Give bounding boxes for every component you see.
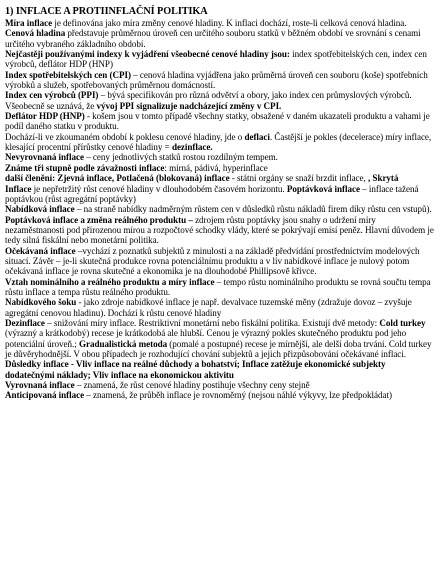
text-run: – na straně nabídky nadměrným růstem cen v důsledků růstu nákladů firem díky růstu cen vstupů). — [74, 204, 432, 215]
bold-term: Inflace — [5, 183, 32, 194]
bold-term: Vyrovnaná inflace — [5, 380, 75, 391]
bold-term: deflaci — [244, 131, 270, 142]
bold-term: Anticipovaná inflace — [5, 390, 85, 401]
paragraph-18 — [5, 380, 437, 390]
bold-term: vývoj PPI signalizuje nadcházející změny v CPI. — [96, 100, 282, 111]
text-run: – znamená, že růst cenové hladiny postihuje všechny ceny stejně — [74, 380, 310, 391]
text-run: – bývá specifikován pro různá odvětví a obory, jako index cen průmyslových výrobců. Všeobecně se uznává, že — [5, 90, 412, 111]
paragraph-5 — [5, 111, 437, 132]
bold-term: Míra inflace — [5, 18, 53, 28]
text-run: . Častější je pokles (decelerace) míry inflace, klesající procentní přírůstky cenové hladiny = — [5, 131, 432, 153]
paragraph-19 — [5, 390, 437, 400]
document-title: 1) INFLACE A PROTIINFLAČNÍ POLITIKA — [5, 6, 208, 17]
paragraph-7 — [5, 152, 437, 162]
text-run: (pomalé a postupné) recese je mírnější, ale delší doba trvání. Cold turkey je důvěryhodnější. V obou případech je rozhodující chování subjektů a jejich přizpůsobování očekávané inflaci. — [5, 338, 432, 359]
bold-term: Poptávková inflace — [286, 183, 360, 194]
text-run: Dochází-li ve zkoumaném období k poklesu cenové hladiny, jde o — [5, 131, 245, 142]
bold-term: Očekávaná inflace — [5, 245, 76, 256]
bold-term: Index cen výrobců (PPI) — [5, 90, 99, 101]
bold-term: Vztah nominálního a reálného produktu a míry inflace — [5, 276, 215, 287]
text-run: představuje průměrnou úroveň cen určitého souboru statků v běžném období ve srovnání s cenami určitého vybraného základního období. — [5, 28, 421, 49]
paragraph-10 — [5, 184, 437, 205]
text-run: - košem jsou v tomto případě všechny statky, obsažené v daném ukazateli produktu a vahami je podíl daného statku v produktu. — [5, 111, 430, 132]
bold-term: Gradualistická metoda — [78, 338, 168, 349]
text-run: index spotřebitelských cen, index cen výrobců, deflátor HDP (HNP) — [5, 49, 427, 70]
paragraph-4 — [5, 90, 437, 111]
text-run: - státní orgány se snaží brzdit inflace, — [229, 173, 368, 184]
paragraph-14 — [5, 277, 437, 298]
text-run: –vychází z poznatků subjektů z minulosti a na základě předvídání prostředníctvím modelových situací. Závěr – je-li skutečná produkce rovna potenciálnímu produktu a v liv nabídkové inflace je nulový potom očekávaná inflace je rovna skutečné a ekonomika je na dlouhodobé Phillipsově křivce. — [5, 245, 420, 277]
bold-term: Poptávková inflace a změna reálného produktu – — [5, 214, 193, 225]
bold-term: Důsledky inflace - Vliv inflace na reálné důchody a bohatství; Inflace zatěžuje ekonomické subjekty dodatečnými náklady; Vliv inflace na ekonomickou aktivitu — [5, 359, 386, 380]
paragraph-2 — [5, 49, 437, 70]
bold-term: další členění: Zjevná inflace, Potlačená (blokovaná) inflace — [5, 173, 230, 184]
text-run: je definována jako míra změny cenové hladiny. K inflaci dochází, roste-li celková cenová hladina. — [52, 18, 407, 28]
text-run: je nepřetržitý růst cenové hladiny v dlouhodobém časovém horizontu. — [31, 183, 287, 194]
paragraph-13 — [5, 246, 437, 277]
text-run: – znamená, že průběh inflace je rovnoměrný (nejsou náhlé výkyvy, lze předpokládat) — [84, 390, 392, 401]
bold-term: Nabídková inflace — [5, 204, 75, 215]
bold-term: Index spotřebitelských cen (CPI) — [5, 69, 131, 80]
paragraph-11 — [5, 204, 437, 214]
text-run: – tempo růstu nominálního produktu se rovná součtu tempa růstu inflace a tempa růstu reálného produktu. — [5, 276, 431, 297]
text-run: – inflace tažená poptávkou (růst agregátní poptávky) — [5, 183, 419, 204]
paragraph-8 — [5, 163, 437, 173]
bold-term: Deflátor HDP (HNP) — [5, 111, 85, 122]
text-run: (výrazný a krátkodobý) recese je krátkodobá ale hlubší. Cenou je výrazný pokles skutečného produktu pod jeho potenciální úroveň.; — [5, 328, 407, 349]
paragraph-12 — [5, 215, 437, 246]
paragraph-6 — [5, 132, 437, 153]
paragraph-3 — [5, 70, 437, 91]
bold-term: Nejčastěji používanými indexy k vyjádření všeobecné cenové hladiny jsou: — [5, 49, 290, 60]
text-run: – ceny jednotlivých statků rostou rozdílným tempem. — [83, 152, 278, 163]
paragraph-16 — [5, 318, 437, 359]
paragraph-9 — [5, 173, 437, 183]
bold-term: Dezinflace — [5, 317, 45, 328]
paragraph-1 — [5, 18, 437, 49]
bold-term: , Skrytá — [367, 173, 399, 184]
document-body — [5, 18, 437, 401]
bold-term: Známe tři stupně podle závažnosti inflace — [5, 162, 165, 173]
bold-term: Nabídkového šoku — [5, 297, 77, 308]
bold-term: Cold turkey — [379, 317, 426, 328]
text-run: : mírná, pádivá, hyperinflace — [164, 162, 268, 173]
paragraph-15 — [5, 297, 437, 318]
bold-term: dezinflace. — [171, 142, 213, 153]
bold-term: Nevyrovnaná inflace — [5, 152, 84, 163]
text-run: – cenová hladina vyjádřena jako průměrná úroveň cen souboru (koše) spotřebních výrobků a služeb, spotřebovaných průměrnou domácností. — [5, 69, 428, 91]
bold-term: Cenová hladina — [5, 28, 66, 39]
text-run: zdrojem růstu poptávky jsou snahy o udržení míry nezaměstnanosti pod přirozenou mírou a rozpočtové schodky vlády, které se pokrývají emisí peněz. Hlavní důvodem je tedy silná fiskální nebo monetární politika. — [5, 214, 434, 246]
text-run: - jako zdroje nabídkové inflace je např. devalvace tuzemské měny (zdražuje dovoz – zvyšuje agregátní cenovou hladinu). Dochází k růstu cenové hladiny — [5, 297, 412, 318]
paragraph-17 — [5, 359, 437, 380]
text-run: – snižování míry inflace. Restriktivní monetární nebo fiskální politika. Existují dvě metody: — [44, 317, 380, 328]
